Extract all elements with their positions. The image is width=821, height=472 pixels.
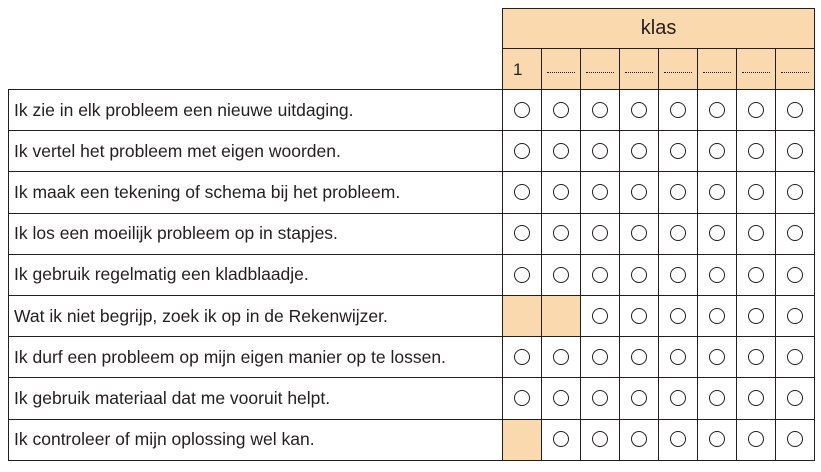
radio-circle-icon[interactable] bbox=[592, 308, 608, 324]
rating-cell[interactable] bbox=[659, 419, 698, 460]
rating-cell[interactable] bbox=[620, 172, 659, 213]
dotted-blank-line bbox=[664, 70, 692, 73]
radio-circle-icon[interactable] bbox=[670, 308, 686, 324]
rating-cell[interactable] bbox=[776, 419, 815, 460]
column-header-7 bbox=[737, 49, 776, 90]
rating-cell[interactable] bbox=[581, 378, 620, 419]
radio-circle-icon[interactable] bbox=[709, 308, 725, 324]
radio-circle-icon[interactable] bbox=[592, 143, 608, 159]
radio-circle-icon[interactable] bbox=[631, 143, 647, 159]
statement-row bbox=[9, 172, 815, 213]
rating-cell[interactable] bbox=[698, 378, 737, 419]
radio-circle-icon[interactable] bbox=[514, 184, 530, 200]
dotted-blank-line bbox=[625, 70, 653, 73]
rating-cell[interactable] bbox=[620, 378, 659, 419]
rating-cell[interactable] bbox=[698, 172, 737, 213]
radio-circle-icon[interactable] bbox=[553, 225, 569, 241]
radio-circle-icon[interactable] bbox=[787, 143, 803, 159]
radio-circle-icon[interactable] bbox=[709, 225, 725, 241]
radio-circle-icon[interactable] bbox=[787, 349, 803, 365]
radio-circle-icon[interactable] bbox=[709, 143, 725, 159]
rating-cell[interactable] bbox=[620, 337, 659, 378]
header-spacer bbox=[9, 49, 503, 90]
rating-cell[interactable] bbox=[737, 378, 776, 419]
rating-cell[interactable] bbox=[776, 90, 815, 131]
radio-circle-icon[interactable] bbox=[514, 349, 530, 365]
dotted-blank-line bbox=[547, 70, 575, 73]
radio-circle-icon[interactable] bbox=[592, 102, 608, 118]
radio-circle-icon[interactable] bbox=[748, 225, 764, 241]
radio-circle-icon[interactable] bbox=[592, 267, 608, 283]
radio-circle-icon[interactable] bbox=[709, 431, 725, 447]
radio-circle-icon[interactable] bbox=[670, 267, 686, 283]
column-label: 1 bbox=[513, 60, 523, 79]
shaded-cell bbox=[503, 419, 542, 460]
rating-cell[interactable] bbox=[542, 213, 581, 254]
dotted-blank-line bbox=[703, 70, 731, 73]
statement-label: Ik los een moeilijk probleem op in stapjes. bbox=[9, 213, 503, 254]
header-row-columns bbox=[9, 49, 815, 90]
rating-cell[interactable] bbox=[581, 295, 620, 336]
rating-cell[interactable] bbox=[542, 337, 581, 378]
statement-row bbox=[9, 337, 815, 378]
radio-circle-icon[interactable] bbox=[748, 349, 764, 365]
radio-circle-icon[interactable] bbox=[592, 431, 608, 447]
statement-row bbox=[9, 90, 815, 131]
statement-label: Wat ik niet begrijp, zoek ik op in de Rekenwijzer. bbox=[9, 295, 503, 336]
rating-cell[interactable] bbox=[659, 213, 698, 254]
radio-circle-icon[interactable] bbox=[553, 349, 569, 365]
column-header-4 bbox=[620, 49, 659, 90]
rating-cell[interactable] bbox=[620, 419, 659, 460]
rating-cell[interactable] bbox=[542, 172, 581, 213]
radio-circle-icon[interactable] bbox=[670, 349, 686, 365]
radio-circle-icon[interactable] bbox=[748, 308, 764, 324]
radio-circle-icon[interactable] bbox=[631, 390, 647, 406]
radio-circle-icon[interactable] bbox=[670, 184, 686, 200]
radio-circle-icon[interactable] bbox=[553, 143, 569, 159]
radio-circle-icon[interactable] bbox=[592, 184, 608, 200]
radio-circle-icon[interactable] bbox=[787, 267, 803, 283]
rating-cell[interactable] bbox=[503, 90, 542, 131]
dotted-blank-line bbox=[781, 70, 809, 73]
rating-cell[interactable] bbox=[581, 172, 620, 213]
rating-cell[interactable] bbox=[776, 378, 815, 419]
rating-cell[interactable] bbox=[776, 254, 815, 295]
rating-cell[interactable] bbox=[698, 254, 737, 295]
radio-circle-icon[interactable] bbox=[514, 102, 530, 118]
radio-circle-icon[interactable] bbox=[553, 184, 569, 200]
shaded-cell bbox=[542, 295, 581, 336]
column-header-2 bbox=[542, 49, 581, 90]
rating-cell[interactable] bbox=[581, 131, 620, 172]
rating-cell[interactable] bbox=[542, 90, 581, 131]
statement-label: Ik gebruik regelmatig een kladblaadje. bbox=[9, 254, 503, 295]
radio-circle-icon[interactable] bbox=[709, 267, 725, 283]
rating-cell[interactable] bbox=[698, 419, 737, 460]
statement-label: Ik controleer of mijn oplossing wel kan. bbox=[9, 419, 503, 460]
radio-circle-icon[interactable] bbox=[748, 267, 764, 283]
rating-cell[interactable] bbox=[776, 131, 815, 172]
rating-cell[interactable] bbox=[737, 295, 776, 336]
column-header-1 bbox=[503, 49, 542, 90]
rating-cell[interactable] bbox=[503, 378, 542, 419]
klas-header: klas bbox=[503, 9, 815, 49]
rating-cell[interactable] bbox=[698, 337, 737, 378]
rating-cell[interactable] bbox=[503, 131, 542, 172]
rating-cell[interactable] bbox=[542, 131, 581, 172]
column-header-8 bbox=[776, 49, 815, 90]
shaded-cell bbox=[503, 295, 542, 336]
radio-circle-icon[interactable] bbox=[592, 349, 608, 365]
rating-cell[interactable] bbox=[659, 254, 698, 295]
rating-cell[interactable] bbox=[581, 419, 620, 460]
radio-circle-icon[interactable] bbox=[748, 390, 764, 406]
radio-circle-icon[interactable] bbox=[787, 184, 803, 200]
rating-cell[interactable] bbox=[659, 337, 698, 378]
radio-circle-icon[interactable] bbox=[553, 431, 569, 447]
statement-label: Ik zie in elk probleem een nieuwe uitdaging. bbox=[9, 90, 503, 131]
self-assessment-table bbox=[8, 8, 815, 461]
statement-row bbox=[9, 419, 815, 460]
rating-cell[interactable] bbox=[698, 295, 737, 336]
rating-cell[interactable] bbox=[581, 254, 620, 295]
rating-cell[interactable] bbox=[503, 254, 542, 295]
statement-row bbox=[9, 131, 815, 172]
rating-cell[interactable] bbox=[737, 213, 776, 254]
rating-cell[interactable] bbox=[776, 213, 815, 254]
dotted-blank-line bbox=[586, 70, 614, 73]
statement-label: Ik durf een probleem op mijn eigen manier op te lossen. bbox=[9, 337, 503, 378]
radio-circle-icon[interactable] bbox=[553, 267, 569, 283]
rating-cell[interactable] bbox=[659, 378, 698, 419]
radio-circle-icon[interactable] bbox=[631, 308, 647, 324]
column-header-6 bbox=[698, 49, 737, 90]
dotted-blank-line bbox=[742, 70, 770, 73]
radio-circle-icon[interactable] bbox=[553, 102, 569, 118]
rating-cell[interactable] bbox=[698, 213, 737, 254]
radio-circle-icon[interactable] bbox=[787, 225, 803, 241]
rating-cell[interactable] bbox=[620, 254, 659, 295]
radio-circle-icon[interactable] bbox=[631, 225, 647, 241]
rating-cell[interactable] bbox=[581, 337, 620, 378]
rating-cell[interactable] bbox=[620, 131, 659, 172]
radio-circle-icon[interactable] bbox=[553, 390, 569, 406]
radio-circle-icon[interactable] bbox=[670, 143, 686, 159]
statement-row bbox=[9, 378, 815, 419]
radio-circle-icon[interactable] bbox=[631, 267, 647, 283]
rating-cell[interactable] bbox=[737, 419, 776, 460]
rating-cell[interactable] bbox=[737, 254, 776, 295]
rating-cell[interactable] bbox=[503, 337, 542, 378]
radio-circle-icon[interactable] bbox=[631, 184, 647, 200]
radio-circle-icon[interactable] bbox=[670, 225, 686, 241]
rating-cell[interactable] bbox=[776, 295, 815, 336]
radio-circle-icon[interactable] bbox=[514, 143, 530, 159]
radio-circle-icon[interactable] bbox=[787, 431, 803, 447]
radio-circle-icon[interactable] bbox=[709, 102, 725, 118]
radio-circle-icon[interactable] bbox=[631, 102, 647, 118]
radio-circle-icon[interactable] bbox=[709, 390, 725, 406]
radio-circle-icon[interactable] bbox=[787, 308, 803, 324]
radio-circle-icon[interactable] bbox=[631, 349, 647, 365]
radio-circle-icon[interactable] bbox=[592, 225, 608, 241]
radio-circle-icon[interactable] bbox=[670, 390, 686, 406]
rating-cell[interactable] bbox=[737, 337, 776, 378]
rating-cell[interactable] bbox=[659, 90, 698, 131]
rating-cell[interactable] bbox=[581, 90, 620, 131]
radio-circle-icon[interactable] bbox=[514, 390, 530, 406]
rating-cell[interactable] bbox=[737, 90, 776, 131]
radio-circle-icon[interactable] bbox=[709, 349, 725, 365]
radio-circle-icon[interactable] bbox=[670, 102, 686, 118]
radio-circle-icon[interactable] bbox=[748, 143, 764, 159]
radio-circle-icon[interactable] bbox=[748, 431, 764, 447]
rating-cell[interactable] bbox=[737, 131, 776, 172]
statement-label: Ik maak een tekening of schema bij het probleem. bbox=[9, 172, 503, 213]
radio-circle-icon[interactable] bbox=[748, 184, 764, 200]
column-header-3 bbox=[581, 49, 620, 90]
radio-circle-icon[interactable] bbox=[787, 390, 803, 406]
statement-row bbox=[9, 254, 815, 295]
column-header-5 bbox=[659, 49, 698, 90]
rating-cell[interactable] bbox=[659, 172, 698, 213]
header-row-klas bbox=[9, 9, 815, 49]
rating-cell[interactable] bbox=[737, 172, 776, 213]
rating-cell[interactable] bbox=[581, 213, 620, 254]
statement-label: Ik gebruik materiaal dat me vooruit helpt. bbox=[9, 378, 503, 419]
rating-cell[interactable] bbox=[698, 131, 737, 172]
rating-cell[interactable] bbox=[542, 254, 581, 295]
statement-label: Ik vertel het probleem met eigen woorden. bbox=[9, 131, 503, 172]
rating-cell[interactable] bbox=[698, 90, 737, 131]
rating-cell[interactable] bbox=[503, 213, 542, 254]
radio-circle-icon[interactable] bbox=[592, 390, 608, 406]
radio-circle-icon[interactable] bbox=[670, 431, 686, 447]
rating-cell[interactable] bbox=[776, 172, 815, 213]
rating-cell[interactable] bbox=[659, 295, 698, 336]
radio-circle-icon[interactable] bbox=[631, 431, 647, 447]
radio-circle-icon[interactable] bbox=[514, 267, 530, 283]
radio-circle-icon[interactable] bbox=[787, 102, 803, 118]
rating-cell[interactable] bbox=[620, 295, 659, 336]
statement-row bbox=[9, 295, 815, 336]
radio-circle-icon[interactable] bbox=[709, 184, 725, 200]
header-spacer bbox=[9, 9, 503, 49]
rating-cell[interactable] bbox=[776, 337, 815, 378]
rating-cell[interactable] bbox=[620, 213, 659, 254]
radio-circle-icon[interactable] bbox=[748, 102, 764, 118]
rating-cell[interactable] bbox=[542, 419, 581, 460]
rating-cell[interactable] bbox=[503, 172, 542, 213]
rating-cell[interactable] bbox=[659, 131, 698, 172]
rating-cell[interactable] bbox=[542, 378, 581, 419]
radio-circle-icon[interactable] bbox=[514, 225, 530, 241]
statement-row bbox=[9, 213, 815, 254]
rating-cell[interactable] bbox=[620, 90, 659, 131]
